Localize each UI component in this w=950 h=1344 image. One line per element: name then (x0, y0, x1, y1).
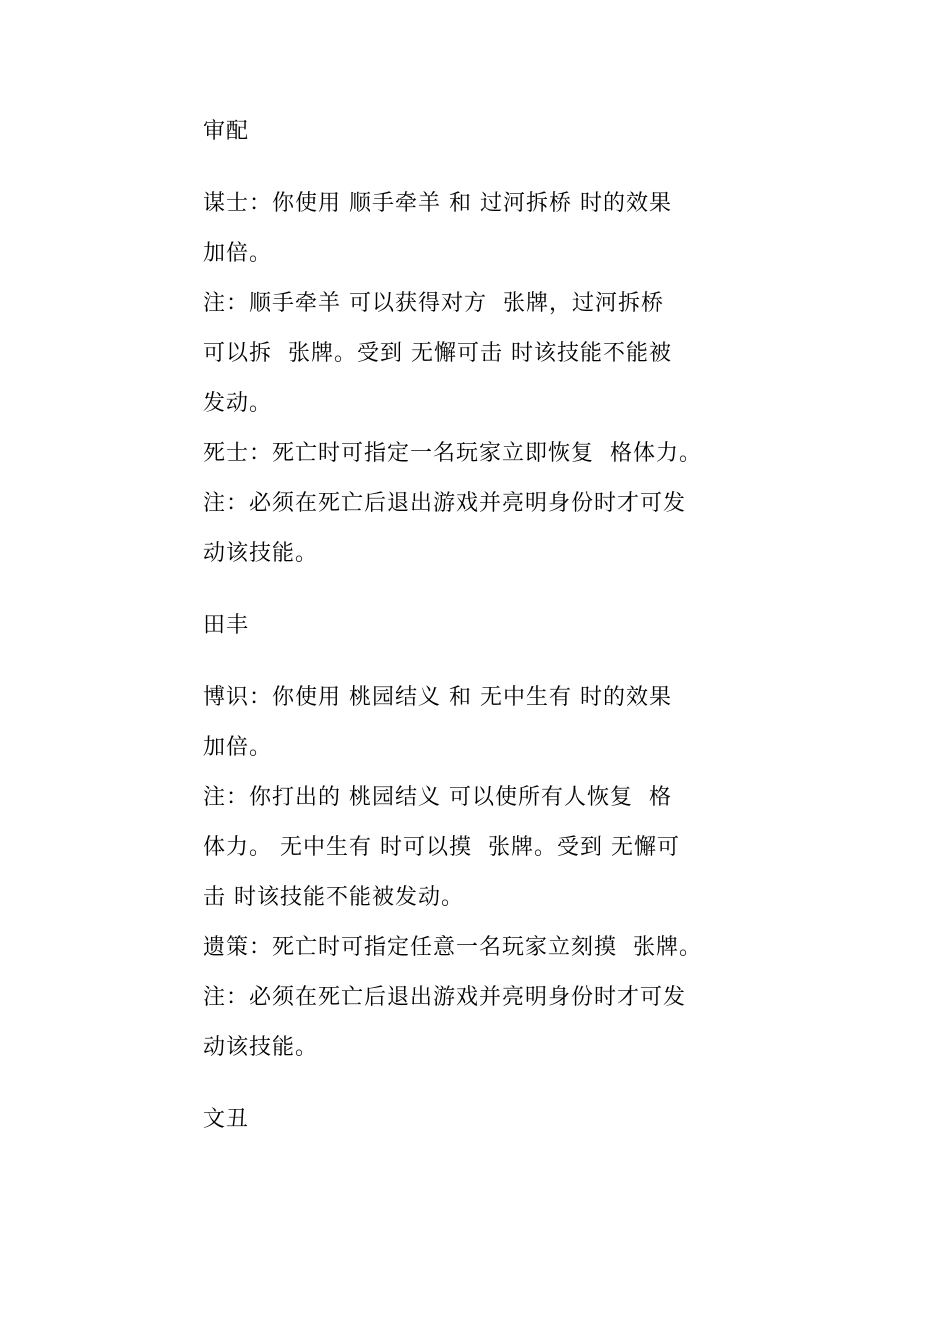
skill-bo-shi-line-2: 加倍。 (203, 735, 273, 760)
note-yi-ce-line-1: 注：必须在死亡后退出游戏并亮明身份时才可发 (203, 985, 687, 1010)
note-mou-shi-line-1: 注：顺手牵羊 可以获得对方 张牌，过河拆桥 (203, 291, 664, 316)
skill-mou-shi-line-1: 谋士：你使用 顺手牵羊 和 过河拆桥 时的效果 (203, 191, 672, 216)
section-title-tianfeng: 田丰 (203, 613, 250, 638)
skill-bo-shi-line-1: 博识：你使用 桃园结义 和 无中生有 时的效果 (203, 685, 672, 710)
note-bo-shi-line-2: 体力。 无中生有 时可以摸 张牌。受到 无懈可 (203, 835, 680, 860)
note-yi-ce-line-2: 动该技能。 (203, 1035, 319, 1060)
skill-mou-shi-line-2: 加倍。 (203, 241, 273, 266)
note-si-shi-line-1: 注：必须在死亡后退出游戏并亮明身份时才可发 (203, 491, 687, 516)
section-title-shenpei: 审配 (203, 119, 250, 144)
note-si-shi-line-2: 动该技能。 (203, 541, 319, 566)
note-bo-shi-line-1: 注：你打出的 桃园结义 可以使所有人恢复 格 (203, 785, 672, 810)
note-mou-shi-line-2: 可以拆 张牌。受到 无懈可击 时该技能不能被 (203, 341, 672, 366)
note-mou-shi-line-3: 发动。 (203, 391, 273, 416)
note-bo-shi-line-3: 击 时该技能不能被发动。 (203, 885, 464, 910)
section-title-wenchou: 文丑 (203, 1107, 250, 1132)
skill-yi-ce-line-1: 遗策：死亡时可指定任意一名玩家立刻摸 张牌。 (203, 935, 702, 960)
skill-si-shi-line-1: 死士：死亡时可指定一名玩家立即恢复 格体力。 (203, 441, 702, 466)
